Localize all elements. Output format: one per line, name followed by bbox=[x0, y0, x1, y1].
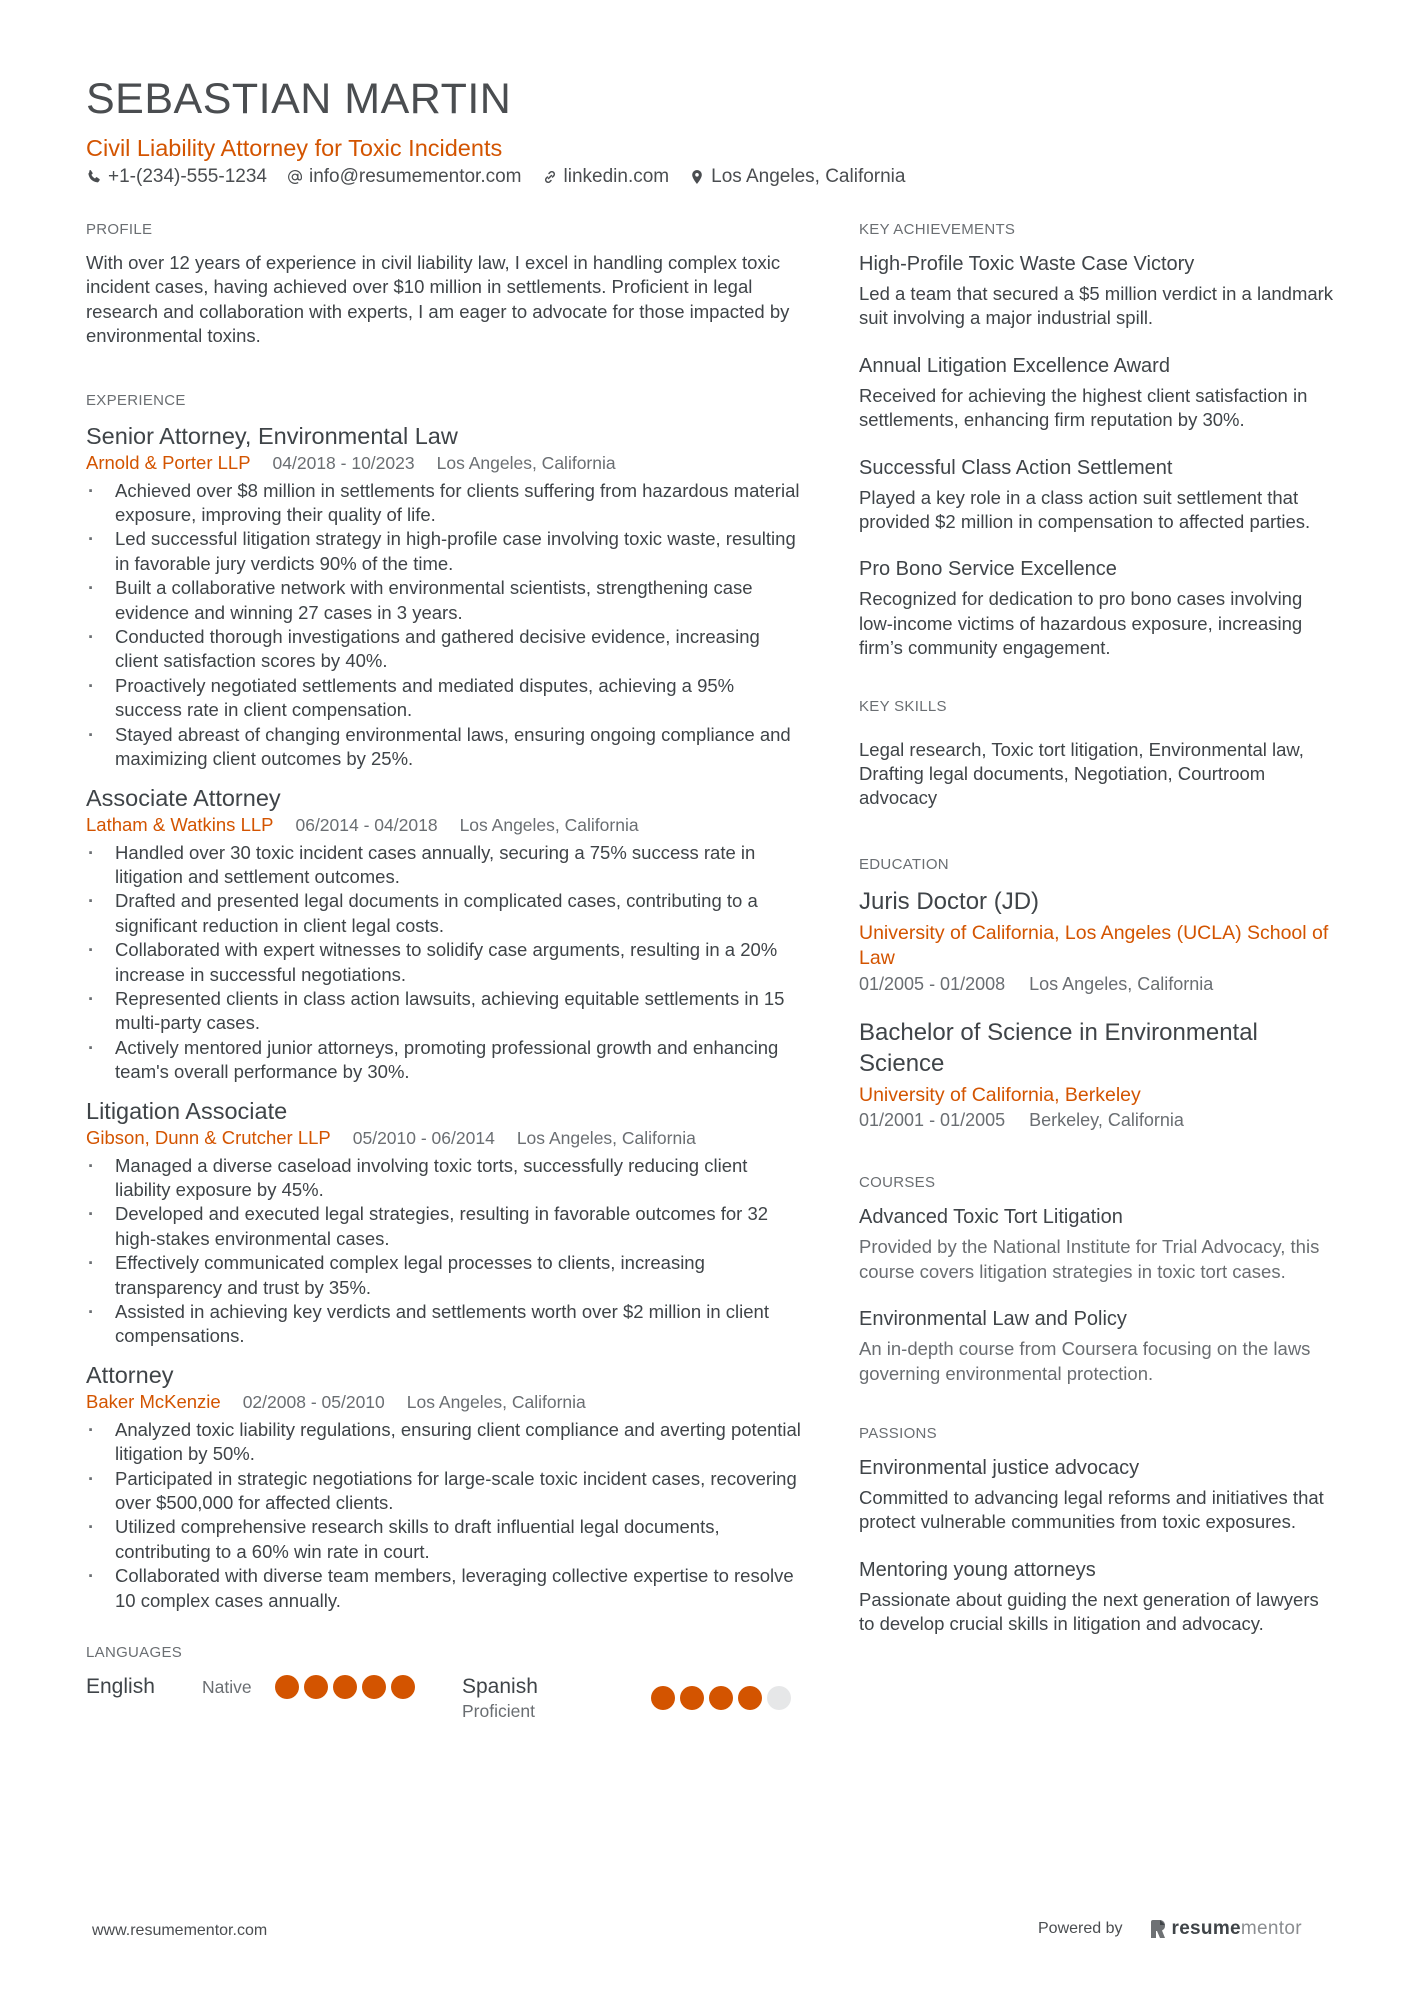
passion-title: Mentoring young attorneys bbox=[859, 1558, 1096, 1581]
education-location: Berkeley, California bbox=[1029, 1110, 1184, 1131]
rating-dot-filled bbox=[362, 1675, 386, 1699]
logo-wordmark bbox=[1172, 1918, 1302, 1940]
bullet-item: · Analyzed toxic liability regulations, ensuring client compliance and averting potential litigation by 50%. bbox=[86, 1418, 802, 1467]
contact-linkedin[interactable] bbox=[542, 165, 670, 190]
bullet-item: · Proactively negotiated settlements and mediated disputes, achieving a 95% success rate in client compensation. bbox=[86, 674, 802, 723]
skills-section bbox=[859, 699, 1339, 811]
achievement-desc: Received for achieving the highest client satisfaction in settlements, enhancing firm reputation by 30%. bbox=[859, 384, 1308, 431]
achievement-item bbox=[859, 353, 1339, 433]
company-name: Gibson, Dunn & Crutcher LLP bbox=[86, 1126, 331, 1148]
education-meta bbox=[859, 972, 1339, 997]
bullet-item: · Assisted in achieving key verdicts and settlements worth over $2 million in client compensations. bbox=[86, 1300, 802, 1349]
achievement-desc: Led a team that secured a $5 million verdict in a landmark suit involving a major industrial spill. bbox=[859, 283, 1334, 329]
profile-text: With over 12 years of experience in civil liability law, I excel in handling complex toxic incident cases, having achieved over $10 million in settlements. Proficient in legal research and collaboration with experts, I am eager to advocate for those impacted by environmental toxins. bbox=[86, 252, 790, 347]
phone-text: +1-(234)-555-1234 bbox=[108, 166, 267, 187]
degree: Bachelor of Science in Environmental Science bbox=[859, 1018, 1258, 1077]
link-icon bbox=[542, 169, 558, 185]
bullet-item: · Managed a diverse caseload involving toxic torts, successfully reducing client liability exposure by 45%. bbox=[86, 1154, 802, 1203]
job-meta bbox=[86, 450, 802, 476]
language-level: Proficient bbox=[462, 1701, 535, 1722]
section-heading: KEY SKILLS bbox=[859, 697, 947, 715]
course-title: Advanced Toxic Tort Litigation bbox=[859, 1206, 1123, 1229]
job-dates: 02/2008 - 05/2010 bbox=[242, 1391, 385, 1412]
degree: Juris Doctor (JD) bbox=[859, 887, 1040, 915]
phone-icon bbox=[86, 169, 102, 185]
education-section bbox=[859, 857, 1339, 1134]
section-heading: KEY ACHIEVEMENTS bbox=[859, 221, 1016, 238]
contact-location bbox=[689, 165, 905, 190]
job-title: Senior Attorney, Environmental Law bbox=[86, 422, 458, 449]
section-heading: COURSES bbox=[859, 1174, 936, 1192]
course-title: Environmental Law and Policy bbox=[859, 1308, 1127, 1331]
education-dates: 01/2001 - 01/2005 bbox=[859, 1110, 1006, 1131]
job-entry bbox=[86, 1097, 802, 1349]
location-pin-icon bbox=[689, 169, 705, 185]
achievement-item bbox=[859, 251, 1339, 331]
rating-dot-filled bbox=[391, 1675, 415, 1699]
job-bullets bbox=[86, 1154, 802, 1349]
passion-item bbox=[859, 1557, 1339, 1637]
bullet-item: · Conducted thorough investigations and gathered decisive evidence, increasing client satisfaction scores by 40%. bbox=[86, 625, 802, 674]
footer-branding bbox=[1038, 1918, 1302, 1940]
bullet-item: · Effectively communicated complex legal processes to clients, increasing transparency and trust by 35%. bbox=[86, 1251, 802, 1300]
school: University of California, Berkeley bbox=[859, 1083, 1141, 1106]
language-name: English bbox=[86, 1675, 155, 1699]
company-name: Arnold & Porter LLP bbox=[86, 451, 251, 473]
education-item bbox=[859, 886, 1339, 997]
bullet-item: · Actively mentored junior attorneys, promoting professional growth and enhancing team's overall performance by 30%. bbox=[86, 1036, 802, 1085]
bullet-item: · Built a collaborative network with environmental scientists, strengthening case evidence and winning 27 cases in 3 years. bbox=[86, 576, 802, 625]
passions-section bbox=[859, 1426, 1339, 1637]
rating-dot-filled bbox=[275, 1675, 299, 1699]
linkedin-text: linkedin.com bbox=[563, 166, 670, 187]
company-name: Latham & Watkins LLP bbox=[86, 813, 274, 835]
achievement-title: Pro Bono Service Excellence bbox=[859, 558, 1117, 581]
language-rating bbox=[275, 1675, 415, 1699]
passion-desc: Committed to advancing legal reforms and initiatives that protect vulnerable communities from toxic exposures. bbox=[859, 1487, 1324, 1533]
profile-section bbox=[86, 222, 802, 349]
job-title-headline: Civil Liability Attorney for Toxic Incidents bbox=[86, 135, 503, 161]
resumementor-logo-icon bbox=[1151, 1920, 1166, 1938]
achievements-section bbox=[859, 222, 1339, 661]
bullet-item: · Participated in strategic negotiations for large-scale toxic incident cases, recovering over $500,000 for affected clients. bbox=[86, 1467, 802, 1516]
bullet-item: · Collaborated with diverse team members, leveraging collective expertise to resolve 10 complex cases annually. bbox=[86, 1564, 802, 1613]
job-meta bbox=[86, 812, 802, 838]
job-location: Los Angeles, California bbox=[436, 452, 616, 473]
job-dates: 06/2014 - 04/2018 bbox=[295, 814, 438, 835]
job-title: Litigation Associate bbox=[86, 1097, 288, 1124]
experience-section bbox=[86, 393, 802, 1613]
section-heading: PROFILE bbox=[86, 221, 153, 238]
at-icon bbox=[287, 169, 303, 185]
language-level: Native bbox=[202, 1677, 252, 1698]
achievement-title: Annual Litigation Excellence Award bbox=[859, 354, 1170, 377]
job-meta bbox=[86, 1389, 802, 1415]
bullet-item: · Achieved over $8 million in settlements for clients suffering from hazardous material exposure, improving their quality of life. bbox=[86, 479, 802, 528]
language-rating bbox=[651, 1686, 791, 1710]
bullet-item: · Utilized comprehensive research skills to draft influential legal documents, contributing to a 60% win rate in court. bbox=[86, 1515, 802, 1564]
contact-email[interactable] bbox=[287, 165, 522, 190]
job-dates: 05/2010 - 06/2014 bbox=[352, 1127, 495, 1148]
education-dates: 01/2005 - 01/2008 bbox=[859, 973, 1006, 994]
achievement-item bbox=[859, 455, 1339, 535]
contact-phone bbox=[86, 165, 267, 190]
job-title: Associate Attorney bbox=[86, 784, 281, 811]
bullet-item: · Developed and executed legal strategies, resulting in favorable outcomes for 32 high-stakes environmental cases. bbox=[86, 1202, 802, 1251]
job-entry bbox=[86, 784, 802, 1085]
course-desc: Provided by the National Institute for Trial Advocacy, this course covers litigation strategies in toxic tort cases. bbox=[859, 1236, 1320, 1282]
passion-title: Environmental justice advocacy bbox=[859, 1457, 1140, 1479]
job-bullets bbox=[86, 479, 802, 772]
email-text: info@resumementor.com bbox=[308, 166, 522, 187]
job-location: Los Angeles, California bbox=[516, 1127, 696, 1148]
contact-bar bbox=[86, 165, 905, 190]
languages-row bbox=[86, 1674, 802, 1734]
section-heading: EXPERIENCE bbox=[86, 391, 186, 409]
language-name: Spanish bbox=[462, 1675, 538, 1699]
languages-section bbox=[86, 1645, 802, 1734]
passion-desc: Passionate about guiding the next generation of lawyers to develop crucial skills in litigation and advocacy. bbox=[859, 1588, 1319, 1635]
footer-website[interactable]: www.resumementor.com bbox=[92, 1922, 268, 1939]
courses-section bbox=[859, 1175, 1339, 1386]
left-column bbox=[86, 222, 802, 1734]
location-text: Los Angeles, California bbox=[711, 166, 906, 187]
powered-by-text: Powered by bbox=[1038, 1920, 1123, 1937]
course-desc: An in-depth course from Coursera focusing on the laws governing environmental protection. bbox=[859, 1338, 1311, 1384]
job-bullets bbox=[86, 841, 802, 1085]
bullet-item: · Handled over 30 toxic incident cases annually, securing a 75% success rate in litigation and settlement outcomes. bbox=[86, 841, 802, 890]
education-item bbox=[859, 1017, 1339, 1134]
job-entry bbox=[86, 1361, 802, 1613]
company-name: Baker McKenzie bbox=[86, 1390, 221, 1412]
achievement-desc: Played a key role in a class action suit settlement that provided $2 million in compensation to affected parties. bbox=[859, 486, 1311, 533]
education-location: Los Angeles, California bbox=[1029, 973, 1214, 994]
bullet-item: · Collaborated with expert witnesses to solidify case arguments, resulting in a 20% increase in successful negotiations. bbox=[86, 938, 802, 987]
education-meta bbox=[859, 1108, 1339, 1133]
bullet-item: · Drafted and presented legal documents in complicated cases, contributing to a significant reduction in client legal costs. bbox=[86, 889, 802, 938]
achievement-title: High-Profile Toxic Waste Case Victory bbox=[859, 253, 1195, 275]
job-meta bbox=[86, 1125, 802, 1151]
job-location: Los Angeles, California bbox=[459, 814, 639, 835]
job-entry bbox=[86, 422, 802, 772]
course-item bbox=[859, 1204, 1339, 1284]
resumementor-logo[interactable] bbox=[1151, 1918, 1302, 1940]
passion-item bbox=[859, 1455, 1339, 1535]
candidate-name: SEBASTIAN MARTIN bbox=[86, 75, 512, 123]
rating-dot-filled bbox=[333, 1675, 357, 1699]
section-heading: LANGUAGES bbox=[86, 1644, 183, 1662]
bullet-item: · Stayed abreast of changing environmental laws, ensuring ongoing compliance and maximizing client outcomes by 25%. bbox=[86, 723, 802, 772]
logo-light-part: mentor bbox=[1240, 1918, 1302, 1939]
job-title: Attorney bbox=[86, 1361, 174, 1388]
bullet-item: · Represented clients in class action lawsuits, achieving equitable settlements in 15 multi-party cases. bbox=[86, 987, 802, 1036]
achievement-title: Successful Class Action Settlement bbox=[859, 456, 1173, 479]
rating-dot-filled bbox=[651, 1686, 675, 1710]
logo-bold-part: resume bbox=[1171, 1918, 1241, 1939]
rating-dot-filled bbox=[304, 1675, 328, 1699]
rating-dot-filled bbox=[709, 1686, 733, 1710]
rating-dot-filled bbox=[738, 1686, 762, 1710]
rating-dot-empty bbox=[767, 1686, 791, 1710]
section-heading: PASSIONS bbox=[859, 1425, 937, 1442]
job-bullets bbox=[86, 1418, 802, 1613]
rating-dot-filled bbox=[680, 1686, 704, 1710]
achievement-item bbox=[859, 556, 1339, 660]
right-column bbox=[859, 222, 1339, 1659]
skills-text: Legal research, Toxic tort litigation, Environmental law, Drafting legal documents, Negotiation, Courtroom advocacy bbox=[859, 738, 1304, 809]
achievement-desc: Recognized for dedication to pro bono cases involving low-income victims of hazardous exposure, increasing firm’s community engagement. bbox=[859, 588, 1303, 659]
job-dates: 04/2018 - 10/2023 bbox=[272, 452, 415, 473]
course-item bbox=[859, 1306, 1339, 1386]
section-heading: EDUCATION bbox=[859, 855, 949, 873]
bullet-item: · Led successful litigation strategy in high-profile case involving toxic waste, resulting in favorable jury verdicts 90% of the time. bbox=[86, 527, 802, 576]
job-location: Los Angeles, California bbox=[406, 1391, 586, 1412]
school: University of California, Los Angeles (UCLA) School of Law bbox=[859, 921, 1329, 970]
